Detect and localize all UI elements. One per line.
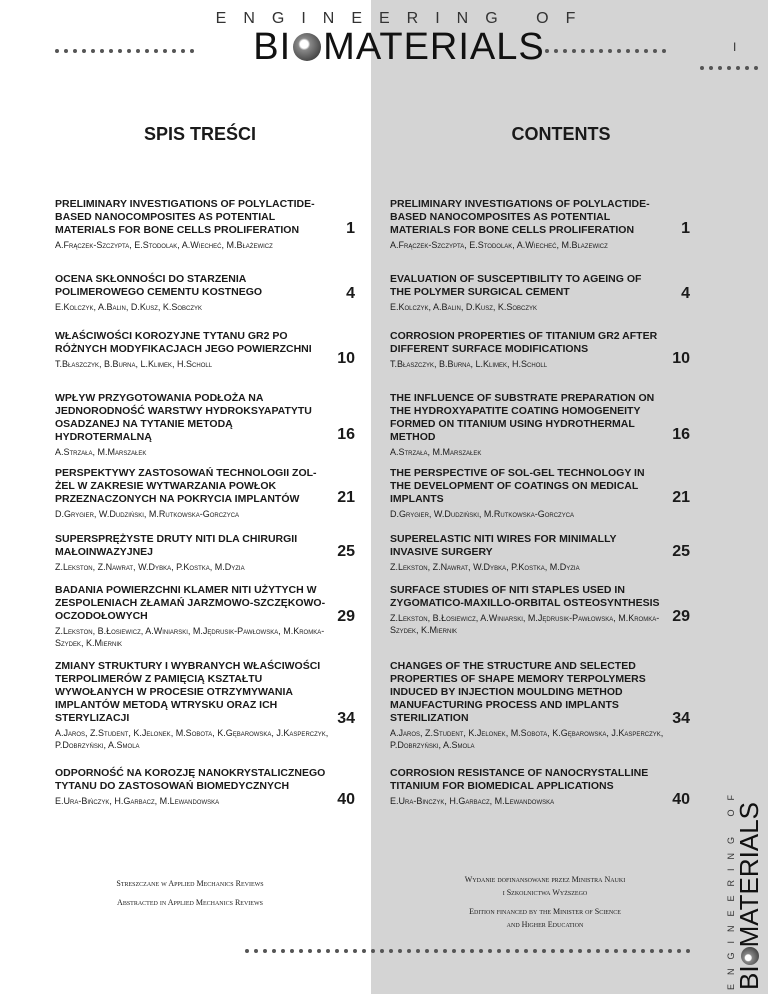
entry-authors: A.Strzała, M.Marszałek	[390, 447, 482, 457]
decorative-dots-corner	[700, 66, 758, 70]
entry-title: ODPORNOŚĆ NA KOROZJĘ NANOKRYSTALICZNEGO TYTANU DO ZASTOSOWAŃ BIOMEDYCZNYCH	[55, 767, 326, 792]
entry-authors: T.Błaszczyk, B.Burna, L.Klimek, H.Scholl	[55, 359, 213, 369]
toc-entry[interactable]	[55, 767, 355, 807]
left-heading: SPIS TREŚCI	[143, 124, 257, 144]
toc-entry[interactable]	[390, 467, 690, 520]
entry-page: 10	[672, 350, 690, 367]
entry-title: ZMIANY STRUKTURY I WYBRANYCH WŁAŚCIWOŚCI TERPOLIMERÓW Z PAMIĘCIĄ KSZTAŁTU WYWOŁANYCH W PROCESIE OTRZYMYWANIA IMPLANTÓW METODĄ WTRYSKU ORAZ ICH STERYLIZACJI	[55, 660, 321, 724]
right-heading: CONTENTS	[511, 124, 611, 144]
toc-entry[interactable]	[390, 660, 690, 751]
footer-right	[405, 873, 685, 931]
entry-page: 21	[337, 489, 355, 506]
footer-left-line2: Abstracted in Applied Mechanics Reviews	[117, 898, 263, 907]
decorative-dots-right	[545, 49, 666, 53]
decorative-dots-left	[55, 49, 194, 53]
entry-page: 29	[337, 608, 355, 625]
entry-authors: E.Ura-Bińczyk, H.Garbacz, M.Lewandowska	[55, 796, 220, 806]
entry-authors: Z.Lekston, Z.Nawrat, W.Dybka, P.Kostka, M.Dyzia	[390, 562, 580, 572]
toc-entry[interactable]	[55, 584, 355, 649]
side-logo-small-text: ENGINEERING OF	[726, 785, 736, 990]
entry-title: SUPERELASTIC NITI WIRES FOR MINIMALLY INVASIVE SURGERY	[390, 533, 617, 558]
entry-authors: Z.Lekston, B.Łosiewicz, A.Winiarski, M.Jędrusik-Pawłowska, M.Kromka-Szydek, K.Miernik	[55, 626, 325, 648]
entry-title: THE INFLUENCE OF SUBSTRATE PREPARATION ON THE HYDROXYAPATITE COATING HOMOGENEITY FORMED ON TITANIUM USING HYDROTHERMAL METHOD	[390, 392, 655, 443]
entry-title: EVALUATION OF SUSCEPTIBILITY TO AGEING OF THE POLYMER SURGICAL CEMENT	[390, 273, 642, 298]
footer-left	[70, 877, 310, 909]
entry-title: OCENA SKŁONNOŚCI DO STARZENIA POLIMEROWEGO CEMENTU KOSTNEGO	[55, 273, 263, 298]
toc-entry[interactable]	[55, 198, 355, 251]
toc-entry[interactable]	[55, 660, 355, 751]
toc-entry[interactable]	[390, 533, 690, 573]
toc-entry[interactable]	[390, 273, 690, 313]
entry-authors: D.Grygier, W.Dudziński, M.Rutkowska-Gorczyca	[390, 509, 575, 519]
entry-page: 25	[672, 543, 690, 560]
logo-prefix: BI	[253, 26, 292, 68]
footer-right-line2: i Szkolnictwa Wyższego	[502, 888, 588, 897]
entry-authors: Z.Lekston, Z.Nawrat, W.Dybka, P.Kostka, M.Dyzia	[55, 562, 245, 572]
entry-authors: A.Jaros, Z.Student, K.Jelonek, M.Sobota, K.Gębarowska, J.Kasperczyk, P.Dobrzyński, A.Smola	[390, 728, 664, 750]
page-number: I	[733, 40, 737, 54]
toc-entry[interactable]	[390, 767, 690, 807]
footer-right-line1: Wydanie dofinansowane przez Ministra Nauki	[464, 875, 626, 884]
entry-authors: Z.Lekston, B.Łosiewicz, A.Winiarski, M.Jędrusik-Pawłowska, M.Kromka-Szydek, K.Miernik	[390, 613, 660, 635]
entry-title: WŁAŚCIWOŚCI KOROZYJNE TYTANU GR2 PO RÓŻNYCH MODYFIKACJACH JEGO POWIERZCHNI	[55, 330, 312, 355]
entry-page: 10	[337, 350, 355, 367]
entry-title: CHANGES OF THE STRUCTURE AND SELECTED PROPERTIES OF SHAPE MEMORY TERPOLYMERS INDUCED BY INJECTION MOULDING METHOD MANUFACTURING PROCESS AND IMPLANTS STERILIZATION	[390, 660, 646, 724]
entry-authors: A.Frączek-Szczypta, E.Stodolak, A.Wiecheć, M.Blazewicz	[390, 240, 608, 250]
entry-title: PERSPEKTYWY ZASTOSOWAŃ TECHNOLOGII ZOL-ŻEL W ZAKRESIE WYTWARZANIA POWŁOK PRZEZNACZONYCH NA POKRYCIA IMPLANTÓW	[55, 467, 317, 505]
journal-logo	[0, 10, 768, 69]
footer-left-line1: Streszczane w Applied Mechanics Reviews	[116, 879, 264, 888]
entry-page: 4	[346, 285, 355, 302]
entry-page: 25	[337, 543, 355, 560]
footer-right-line4: and Higher Education	[506, 920, 584, 929]
entry-title: SURFACE STUDIES OF NITI STAPLES USED IN ZYGOMATICO-MAXILLO-ORBITAL OSTEOSYNTHESIS	[390, 584, 660, 609]
entry-page: 16	[337, 426, 355, 443]
entry-page: 34	[672, 710, 690, 727]
toc-entry[interactable]	[390, 198, 690, 251]
entry-title: SUPERSPRĘŻYSTE DRUTY NITI DLA CHIRURGII MAŁOINWAZYJNEJ	[55, 533, 298, 558]
toc-entry[interactable]	[390, 392, 690, 458]
toc-entry[interactable]	[55, 392, 355, 458]
entry-title: WPŁYW PRZYGOTOWANIA PODŁOŻA NA JEDNORODNOŚĆ WARSTWY HYDROKSYAPATYTU OSADZANEJ NA TYTANIE METODĄ HYDROTERMALNĄ	[55, 392, 312, 443]
side-journal-logo	[726, 760, 762, 990]
entry-authors: E.Ura-Binczyk, H.Garbacz, M.Lewandowska	[390, 796, 555, 806]
entry-authors: E.Kolczyk, A.Balin, D.Kusz, K.Sobczyk	[55, 302, 203, 312]
entry-page: 16	[672, 426, 690, 443]
logo-sphere-icon	[293, 33, 321, 61]
toc-entry[interactable]	[390, 584, 690, 636]
entry-page: 21	[672, 489, 690, 506]
toc-entry[interactable]	[55, 330, 355, 370]
entry-authors: E.Kolczyk, A.Balin, D.Kusz, K.Sobczyk	[390, 302, 538, 312]
logo-big-text	[0, 26, 768, 69]
entry-title: CORROSION PROPERTIES OF TITANIUM GR2 AFTER DIFFERENT SURFACE MODIFICATIONS	[390, 330, 658, 355]
toc-entry[interactable]	[55, 467, 355, 520]
footer-right-line3: Edition financed by the Minister of Science	[469, 907, 621, 916]
entry-page: 1	[346, 220, 355, 237]
entry-page: 40	[672, 791, 690, 808]
entry-authors: D.Grygier, W.Dudziński, M.Rutkowska-Gorczyca	[55, 509, 240, 519]
entry-page: 40	[337, 791, 355, 808]
side-logo-big-text: BIMATERIALS	[734, 801, 764, 990]
entry-page: 1	[681, 220, 690, 237]
toc-entry[interactable]	[55, 533, 355, 573]
entry-title: BADANIA POWIERZCHNI KLAMER NITI UŻYTYCH W ZESPOLENIACH ZŁAMAŃ JARZMOWO-SZCZĘKOWO-OCZODOŁOWYCH	[55, 584, 326, 622]
side-logo-sphere-icon	[741, 947, 759, 965]
entry-authors: T.Błaszczyk, B.Burna, L.Klimek, H.Scholl	[390, 359, 548, 369]
entry-title: THE PERSPECTIVE OF SOL-GEL TECHNOLOGY IN THE DEVELOPMENT OF COATINGS ON MEDICAL IMPLANTS	[390, 467, 645, 505]
entry-page: 29	[672, 608, 690, 625]
entry-authors: A.Strzała, M.Marszałek	[55, 447, 147, 457]
entry-title: PRELIMINARY INVESTIGATIONS OF POLYLACTIDE-BASED NANOCOMPOSITES AS POTENTIAL MATERIALS FOR BONE CELLS PROLIFERATION	[55, 198, 315, 236]
entry-page: 4	[681, 285, 690, 302]
entry-title: PRELIMINARY INVESTIGATIONS OF POLYLACTIDE-BASED NANOCOMPOSITES AS POTENTIAL MATERIALS FOR BONE CELLS PROLIFERATION	[390, 198, 650, 236]
toc-entry[interactable]	[390, 330, 690, 370]
entry-authors: A.Jaros, Z.Student, K.Jelonek, M.Sobota, K.Gębarowska, J.Kasperczyk, P.Dobrzyński, A.Smola	[55, 728, 329, 750]
toc-entry[interactable]	[55, 273, 355, 313]
entry-authors: A.Frączek-Szczypta, E.Stodolak, A.Wiecheć, M.Błażewicz	[55, 240, 273, 250]
entry-title: CORROSION RESISTANCE OF NANOCRYSTALLINE TITANIUM FOR BIOMEDICAL APPLICATIONS	[390, 767, 649, 792]
entry-page: 34	[337, 710, 355, 727]
logo-suffix: MATERIALS	[323, 26, 545, 68]
logo-small-text: ENGINEERING OF	[215, 10, 593, 27]
decorative-dots-bottom	[245, 949, 690, 953]
